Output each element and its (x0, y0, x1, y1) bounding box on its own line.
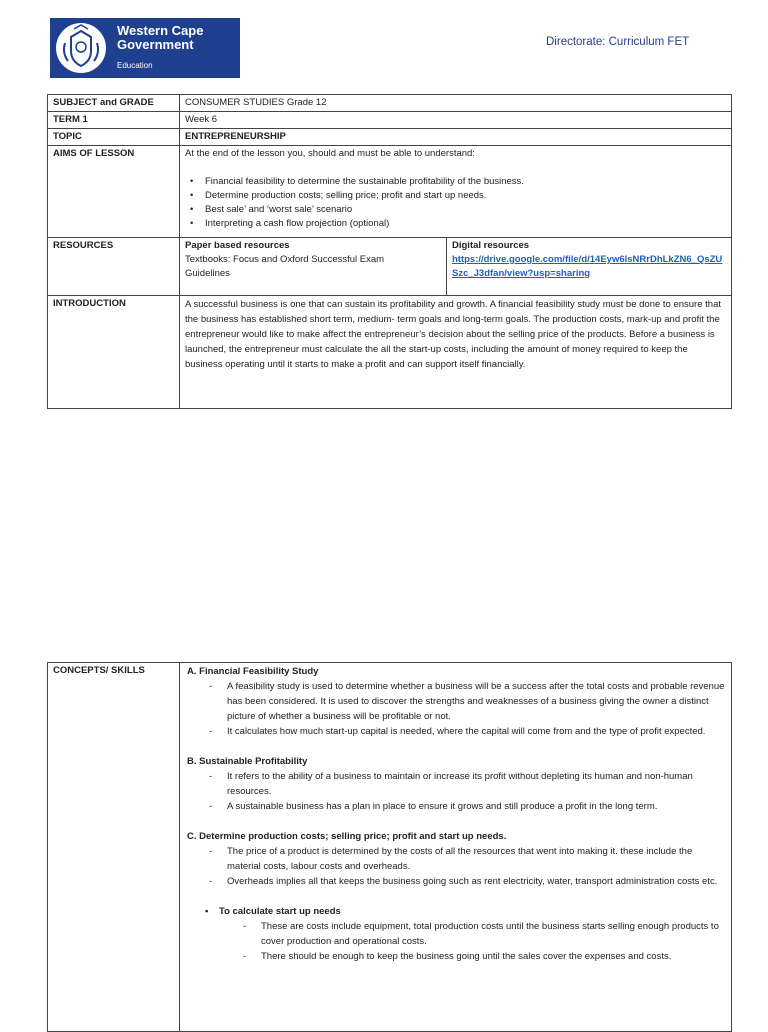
aims-list (185, 175, 726, 231)
digital-resources-heading: Digital resources (452, 240, 530, 251)
introduction-label: INTRODUCTION (48, 296, 180, 409)
table-row (48, 112, 732, 129)
term-label: TERM 1 (48, 112, 180, 129)
table-row (48, 296, 732, 409)
list-item: - These are costs include equipment, total production costs until the business starts selling enough products to cover production and operational costs. (261, 919, 726, 949)
western-cape-logo (50, 18, 240, 78)
list-item: - Overheads implies all that keeps the business going such as rent electricity, water, transport administration costs etc. (227, 874, 726, 889)
term-value: Week 6 (180, 112, 732, 129)
lesson-info-table (47, 94, 732, 409)
directorate-label: Directorate: Curriculum FET (546, 36, 690, 48)
concepts-label: CONCEPTS/ SKILLS (48, 663, 180, 1032)
list-item: - It calculates how much start-up capital is needed, where the capital will come from and the type of profit expected. (227, 724, 726, 739)
list-item: - A sustainable business has a plan in place to ensure it grows and still produce a profit in the long term. (227, 799, 726, 814)
startup-needs-list (185, 919, 726, 964)
concepts-table (47, 662, 732, 1032)
paper-resources-cell (180, 238, 447, 296)
table-row (48, 663, 732, 1032)
section-a (185, 664, 726, 739)
list-item: • Best sale’ and ‘worst sale’ scenario (205, 203, 726, 217)
concepts-cell (180, 663, 732, 1032)
list-item: • Interpreting a cash flow projection (optional) (205, 217, 726, 231)
list-item: • Determine production costs; selling price; profit and start up needs. (205, 189, 726, 203)
list-item: - A feasibility study is used to determine whether a business will be a success after the total costs and probable revenue has been considered. It is used to discover the strengths and weaknesses of a business giving the owner a distinct picture of whether a business will be profitable or not. (227, 679, 726, 724)
list-item: - The price of a product is determined by the costs of all the resources that went into making it. these include the material costs, labour costs and overheads. (227, 844, 726, 874)
digital-resource-link[interactable]: https://drive.google.com/file/d/14Eyw6lsNRrDhLkZN6_QsZUSzc_J3dfan/view?usp=sharing (452, 254, 723, 279)
startup-needs-section (185, 904, 726, 964)
aims-label: AIMS OF LESSON (48, 146, 180, 238)
section-title: A. Financial Feasibility Study (187, 666, 319, 677)
startup-needs-title: • To calculate start up needs (185, 904, 726, 919)
section-b (185, 754, 726, 814)
section-c (185, 829, 726, 889)
section-list (185, 769, 726, 814)
table-row (48, 146, 732, 238)
table-row (48, 129, 732, 146)
subject-value: CONSUMER STUDIES Grade 12 (180, 95, 732, 112)
logo-subtitle: Education (117, 61, 153, 70)
aims-intro: At the end of the lesson you, should and must be able to understand: (185, 148, 475, 159)
logo-title-line1: Western Cape (117, 23, 204, 38)
list-item: - It refers to the ability of a business to maintain or increase its profit without depleting its human and non-human resources. (227, 769, 726, 799)
section-list (185, 844, 726, 889)
coat-of-arms-icon (56, 23, 106, 73)
subject-label: SUBJECT and GRADE (48, 95, 180, 112)
topic-value: ENTREPRENEURSHIP (180, 129, 732, 146)
topic-label: TOPIC (48, 129, 180, 146)
table-row (48, 238, 732, 296)
resources-label: RESOURCES (48, 238, 180, 296)
logo-title-line2: Government (117, 37, 194, 52)
section-title: C. Determine production costs; selling price; profit and start up needs. (187, 831, 507, 842)
table-row (48, 95, 732, 112)
introduction-text: A successful business is one that can sustain its profitability and growth. A financial feasibility study must be done to ensure that the business has established short term, medium- term goals and long-term goals. The production costs, mark-up and profit the entrepreneur would like to make affect the entrepreneur’s decision about the selling price of the products. Before a business is launched, the entrepreneur must calculate the all the start-up costs, including the amount of money required to keep the business operating until it starts to make a profit and can support itself financially. (180, 296, 732, 409)
list-item: • Financial feasibility to determine the sustainable profitability of the business. (205, 175, 726, 189)
section-title: B. Sustainable Profitability (187, 756, 308, 767)
paper-resources-text: Textbooks: Focus and Oxford Successful Exam Guidelines (185, 254, 385, 279)
section-list (185, 679, 726, 739)
paper-resources-heading: Paper based resources (185, 240, 290, 251)
list-item: - There should be enough to keep the business going until the sales cover the expenses and costs. (261, 949, 726, 964)
aims-cell (180, 146, 732, 238)
digital-resources-cell (447, 238, 732, 296)
